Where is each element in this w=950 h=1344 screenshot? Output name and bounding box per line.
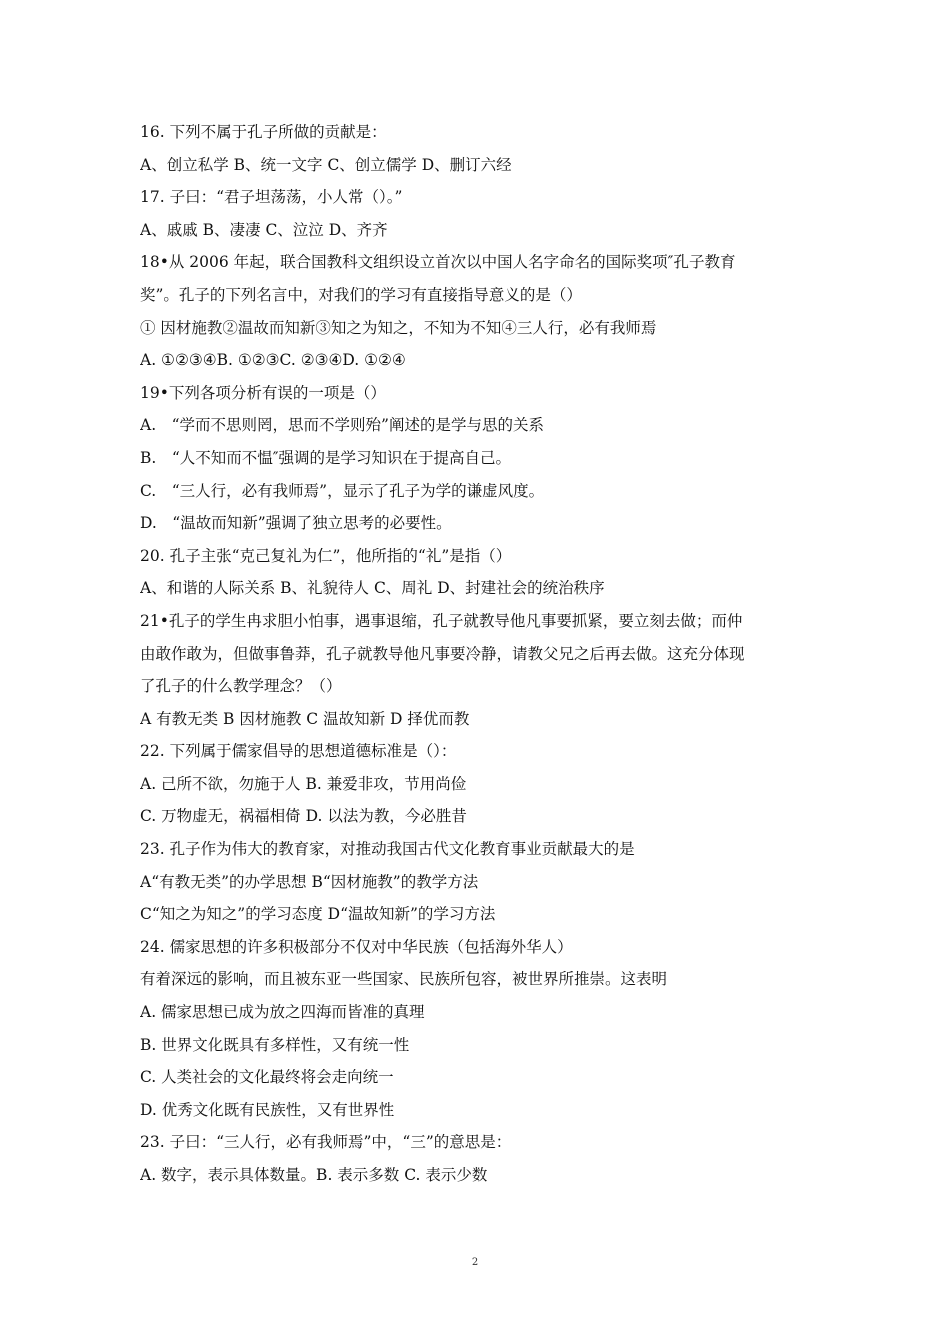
document-body — [140, 116, 830, 1192]
text-line: A、创立私学 B、统一文字 C、创立儒学 D、删订六经 — [140, 155, 512, 174]
text-line: 20. 孔子主张“克己复礼为仁”，他所指的“礼”是指（） — [140, 546, 512, 565]
text-line: D. 优秀文化既有民族性，又有世界性 — [140, 1100, 395, 1119]
text-line: A. “学而不思则罔，思而不学则殆”阐述的是学与思的关系 — [140, 416, 544, 435]
text-line: 17. 子曰：“君子坦荡荡，小人常（）。” — [140, 188, 403, 207]
text-line: B. 世界文化既具有多样性，又有统一性 — [140, 1035, 410, 1054]
text-line: 23. 子曰：“三人行，必有我师焉”中，“三”的意思是： — [140, 1133, 512, 1152]
text-line: A、戚戚 B、凄凄 C、泣泣 D、齐齐 — [140, 220, 388, 239]
text-line: 16. 下列不属于孔子所做的贡献是： — [140, 123, 387, 141]
text-line: 了孔子的什么教学理念？（） — [140, 677, 342, 696]
text-line: A. 己所不欲，勿施于人 B. 兼爱非攻，节用尚俭 — [140, 774, 467, 793]
text-line: 22. 下列属于儒家倡导的思想道德标准是（）： — [140, 742, 457, 761]
text-line: A. ①②③④B. ①②③C. ②③④D. ①②④ — [140, 351, 406, 370]
text-line: D. “温故而知新”强调了独立思考的必要性。 — [140, 514, 452, 533]
text-line: 24. 儒家思想的许多积极部分不仅对中华民族（包括海外华人） — [140, 937, 573, 956]
text-line: A 有教无类 B 因材施教 C 温故知新 D 择优而教 — [140, 709, 470, 728]
text-line: 19•下列各项分析有误的一项是（） — [140, 383, 386, 402]
text-line: B. “人不知而不愠″强调的是学习知识在于提高自己。 — [140, 448, 512, 467]
text-line: 奖”。孔子的下列名言中，对我们的学习有直接指导意义的是（） — [140, 285, 582, 304]
text-line: C“知之为知之”的学习态度 D“温故知新”的学习方法 — [140, 905, 496, 924]
text-line: 23. 孔子作为伟大的教育家，对推动我国古代文化教育事业贡献最大的是 — [140, 840, 635, 859]
text-line: ① 因材施教②温故而知新③知之为知之，不知为不知④三人行，必有我师焉 — [140, 318, 657, 337]
text-line: C. “三人行，必有我师焉”，显示了孔子为学的谦虚风度。 — [140, 481, 545, 500]
text-line: 有着深远的影响，而且被东亚一些国家、民族所包容，被世界所推崇。这表明 — [140, 970, 668, 989]
text-line: 18•从 2006 年起，联合国教科文组织设立首次以中国人名字命名的国际奖项″孔子教育 — [140, 253, 736, 272]
page-number: 2 — [471, 1257, 479, 1268]
text-line: A“有教无类”的办学思想 B“因材施教”的教学方法 — [140, 872, 479, 891]
text-line: A. 数字，表示具体数量。B. 表示多数 C. 表示少数 — [140, 1166, 488, 1184]
text-line: A. 儒家思想已成为放之四海而皆准的真理 — [140, 1003, 425, 1022]
text-line: A、和谐的人际关系 B、礼貌待人 C、周礼 D、封建社会的统治秩序 — [140, 579, 605, 598]
text-line: C. 万物虚无，祸福相倚 D. 以法为教，今必胜昔 — [140, 807, 467, 826]
text-line: C. 人类社会的文化最终将会走向统一 — [140, 1068, 394, 1087]
text-line: 21•孔子的学生冉求胆小怕事，遇事退缩，孔子就教导他凡事要抓紧，要立刻去做；而仲 — [140, 611, 743, 630]
text-line: 由敢作敢为，但做事鲁莽，孔子就教导他凡事要冷静，请教父兄之后再去做。这充分体现 — [140, 644, 745, 663]
